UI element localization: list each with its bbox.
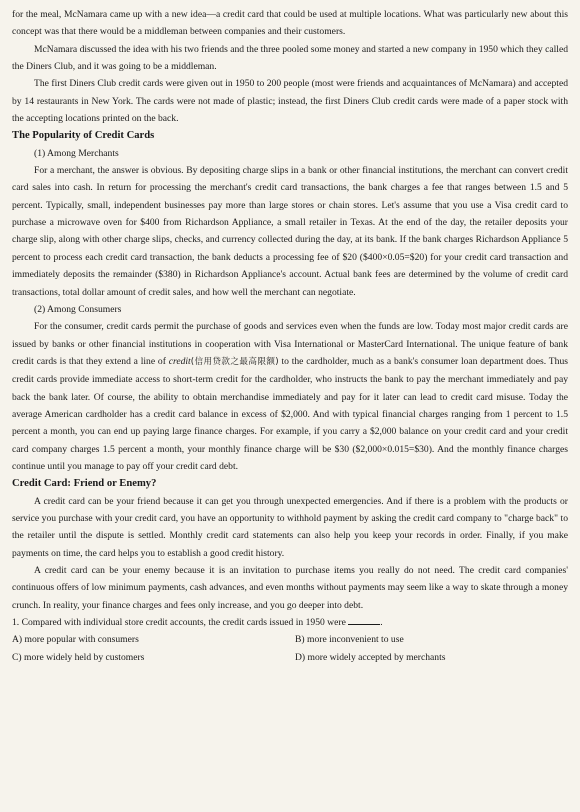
option-d[interactable]: D) more widely accepted by merchants xyxy=(295,651,446,663)
consumers-text-after: to the cardholder, much as a bank's consumer loan department does. Thus credit cards provide immediate access to short-term credit for the cardholder, who instructs the bank to pay the merchant immediately and pay back the bank later. Of course, the ability to obtain merchandise immediately and pay for it later can lead to credit card misuse. Today the average American cardholder has a credit card balance in excess of $2,000. And with typical financial charges ranging from 1 percent to 1.5 percent a month, you can end up paying large finance charges. For example, if you carry a $2,000 balance on your credit card and your credit card company charges 1.5 percent a month, your monthly finance charge will be $30 ($2,000×0.015=$30). And the monthly finance charges continue until you manage to pay off your credit card debt. xyxy=(12,355,568,472)
consumers-paragraph xyxy=(12,318,568,475)
intro-paragraph-1: for the meal, McNamara came up with a new idea—a credit card that could be used at multiple locations. What was particularly new about this concept was that there would be a middleman between companies and their customers. xyxy=(12,9,568,38)
answer-blank xyxy=(348,614,380,625)
enemy-paragraph: A credit card can be your enemy because it is an invitation to purchase items you really do not need. The credit card companies' continuous offers of low minimum payments, cash advances, and even months without payments may seem like a way to skate through a money crunch. In reality, your finance charges and fees only increase, and you go deeper into debt. xyxy=(12,565,568,611)
answer-options xyxy=(12,631,568,666)
question-stem: 1. Compared with individual store credit accounts, the credit cards issued in 1950 were . xyxy=(12,614,568,631)
intro-paragraph-3: The first Diners Club credit cards were given out in 1950 to 200 people (most were friends and acquaintances of McNamara) and accepted by 14 restaurants in New York. The cards were not made of plastic; instead, the first Diners Club credit cards were made of a paper stock with the accepting locations printed on the back. xyxy=(12,78,568,125)
intro-paragraph-2: McNamara discussed the idea with his two friends and the three pooled some money and started a new company in 1950 which they called the Diners Club, and it was going to be a middleman. xyxy=(12,43,568,73)
credit-term: credit xyxy=(168,355,191,367)
option-c[interactable]: C) more widely held by customers xyxy=(12,651,145,663)
section-heading-friend-enemy: Credit Card: Friend or Enemy? xyxy=(12,478,157,490)
consumers-text-before: For the consumer, credit cards permit the purchase of goods and services even when the funds are low. Today most major credit cards are issued by banks or other financial institutions in cooperation with Visa International or MasterCard International. The unique feature of bank credit cards is that they extend a line of xyxy=(12,321,568,367)
option-a[interactable]: A) more popular with consumers xyxy=(12,634,139,646)
subheading-consumers: (2) Among Consumers xyxy=(34,303,122,315)
subheading-merchants: (1) Among Merchants xyxy=(34,147,119,159)
merchants-paragraph: For a merchant, the answer is obvious. By depositing charge slips in a bank or other financial institutions, the merchant can convert credit card sales into cash. In return for processing the merchant's credit card transactions, the bank charges a fee that ranges between 1.5 and 5 percent. Typically, small, independent businesses pay more than large stores or chain stores. Let's assume that you use a Visa credit card to purchase a microwave oven for $400 from Richardson Appliance, a small retailer in Texas. At the end of the day, the retailer deposits your charge slip, along with other charge slips, checks, and currency collected during the day, at its bank. If the bank charges Richardson Appliance 5 percent to process each credit card transaction, the bank deducts a processing fee of $20 ($400×0.05=$20) for your credit card transaction and immediately deposits the remainder ($380) in Richardson Appliance's account. Actual bank fees are determined by the volume of credit card transactions, total dollar amount of credit sales, and how well the merchant can negotiate. xyxy=(12,165,568,298)
credit-gloss: (信用贷款之最高限额) xyxy=(190,356,279,367)
section-heading-popularity: The Popularity of Credit Cards xyxy=(12,130,155,142)
friend-paragraph: A credit card can be your friend because it can get you through unexpected emergencies. And if there is a problem with the products or service you purchase with your credit card, you have an opportunity to withhold payment by asking the credit card company to "charge back" to the retailer until the dispute is settled. Monthly credit card statements can also help you keep your records in order. Finally, if you make payments on time, the card helps you to establish a good credit history. xyxy=(12,495,568,559)
option-b[interactable]: B) more inconvenient to use xyxy=(295,634,404,646)
